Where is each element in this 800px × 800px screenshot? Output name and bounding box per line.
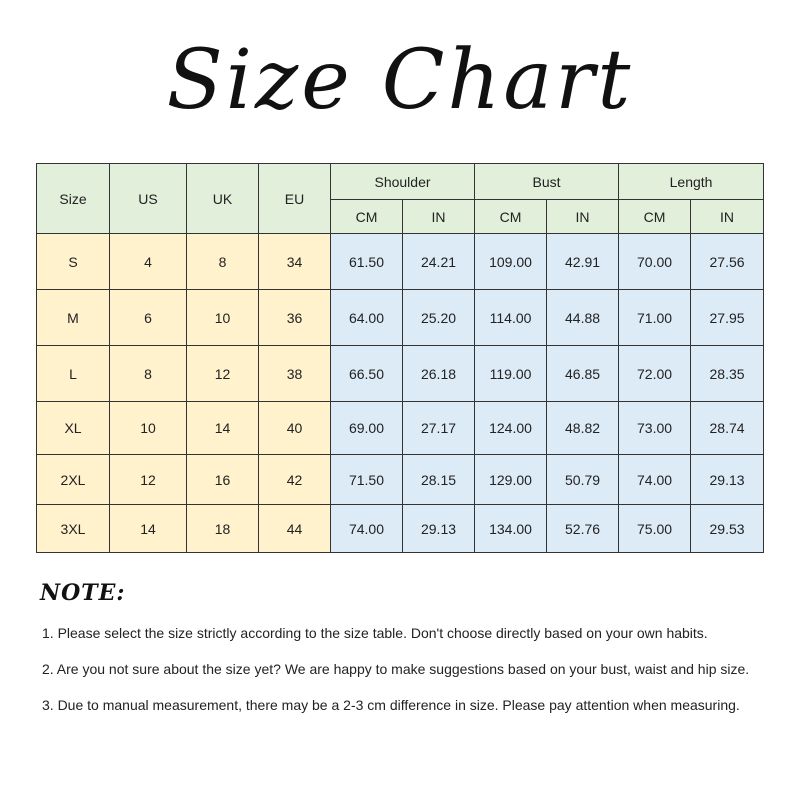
cell-shoulder-cm: 64.00: [331, 290, 403, 346]
cell-uk: 16: [187, 455, 259, 505]
header-length-in: IN: [691, 200, 764, 234]
cell-length-in: 27.56: [691, 234, 764, 290]
cell-bust-in: 50.79: [547, 455, 619, 505]
cell-us: 4: [110, 234, 187, 290]
table-row: [37, 402, 764, 455]
cell-bust-cm: 114.00: [475, 290, 547, 346]
cell-shoulder-in: 25.20: [403, 290, 475, 346]
header-eu: EU: [259, 164, 331, 234]
header-shoulder-cm: CM: [331, 200, 403, 234]
header-us: US: [110, 164, 187, 234]
cell-eu: 44: [259, 505, 331, 553]
cell-size: S: [37, 234, 110, 290]
cell-us: 6: [110, 290, 187, 346]
cell-length-cm: 72.00: [619, 346, 691, 402]
cell-shoulder-cm: 74.00: [331, 505, 403, 553]
cell-bust-cm: 134.00: [475, 505, 547, 553]
note-line-3: 3. Due to manual measurement, there may be a 2-3 cm difference in size. Please pay attention when measuring.: [42, 697, 740, 713]
cell-length-cm: 73.00: [619, 402, 691, 455]
cell-length-cm: 71.00: [619, 290, 691, 346]
cell-shoulder-cm: 69.00: [331, 402, 403, 455]
cell-shoulder-cm: 66.50: [331, 346, 403, 402]
note-line-2: 2. Are you not sure about the size yet? We are happy to make suggestions based on your bust, waist and hip size.: [42, 661, 750, 677]
table-row: [37, 346, 764, 402]
cell-bust-cm: 124.00: [475, 402, 547, 455]
cell-shoulder-cm: 71.50: [331, 455, 403, 505]
table-row: [37, 455, 764, 505]
cell-length-in: 28.74: [691, 402, 764, 455]
cell-length-in: 28.35: [691, 346, 764, 402]
cell-bust-in: 44.88: [547, 290, 619, 346]
cell-us: 14: [110, 505, 187, 553]
cell-length-cm: 70.00: [619, 234, 691, 290]
cell-size: 3XL: [37, 505, 110, 553]
header-shoulder: Shoulder: [331, 164, 475, 200]
cell-uk: 14: [187, 402, 259, 455]
cell-eu: 42: [259, 455, 331, 505]
cell-size: L: [37, 346, 110, 402]
header-row-group: [37, 164, 764, 200]
header-bust: Bust: [475, 164, 619, 200]
cell-size: M: [37, 290, 110, 346]
cell-bust-in: 52.76: [547, 505, 619, 553]
cell-eu: 40: [259, 402, 331, 455]
cell-length-cm: 75.00: [619, 505, 691, 553]
cell-length-in: 27.95: [691, 290, 764, 346]
cell-length-in: 29.13: [691, 455, 764, 505]
header-shoulder-in: IN: [403, 200, 475, 234]
header-bust-in: IN: [547, 200, 619, 234]
cell-bust-in: 46.85: [547, 346, 619, 402]
cell-uk: 10: [187, 290, 259, 346]
size-table: [36, 163, 764, 553]
cell-bust-cm: 119.00: [475, 346, 547, 402]
header-length-cm: CM: [619, 200, 691, 234]
cell-us: 12: [110, 455, 187, 505]
cell-uk: 18: [187, 505, 259, 553]
cell-bust-in: 42.91: [547, 234, 619, 290]
header-length: Length: [619, 164, 764, 200]
note-title: NOTE:: [40, 580, 126, 606]
cell-length-cm: 74.00: [619, 455, 691, 505]
note-line-1: 1. Please select the size strictly according to the size table. Don't choose directly based on your own habits.: [42, 625, 708, 641]
cell-shoulder-in: 24.21: [403, 234, 475, 290]
cell-shoulder-cm: 61.50: [331, 234, 403, 290]
cell-length-in: 29.53: [691, 505, 764, 553]
cell-shoulder-in: 28.15: [403, 455, 475, 505]
cell-eu: 34: [259, 234, 331, 290]
header-size: Size: [37, 164, 110, 234]
cell-size: XL: [37, 402, 110, 455]
cell-eu: 36: [259, 290, 331, 346]
table-row: [37, 505, 764, 553]
cell-shoulder-in: 27.17: [403, 402, 475, 455]
page-title: Size Chart: [166, 33, 634, 128]
header-uk: UK: [187, 164, 259, 234]
cell-eu: 38: [259, 346, 331, 402]
cell-shoulder-in: 26.18: [403, 346, 475, 402]
cell-size: 2XL: [37, 455, 110, 505]
cell-us: 8: [110, 346, 187, 402]
cell-uk: 12: [187, 346, 259, 402]
cell-bust-cm: 109.00: [475, 234, 547, 290]
table-row: [37, 234, 764, 290]
table-row: [37, 290, 764, 346]
cell-shoulder-in: 29.13: [403, 505, 475, 553]
cell-bust-cm: 129.00: [475, 455, 547, 505]
cell-us: 10: [110, 402, 187, 455]
cell-uk: 8: [187, 234, 259, 290]
cell-bust-in: 48.82: [547, 402, 619, 455]
header-bust-cm: CM: [475, 200, 547, 234]
